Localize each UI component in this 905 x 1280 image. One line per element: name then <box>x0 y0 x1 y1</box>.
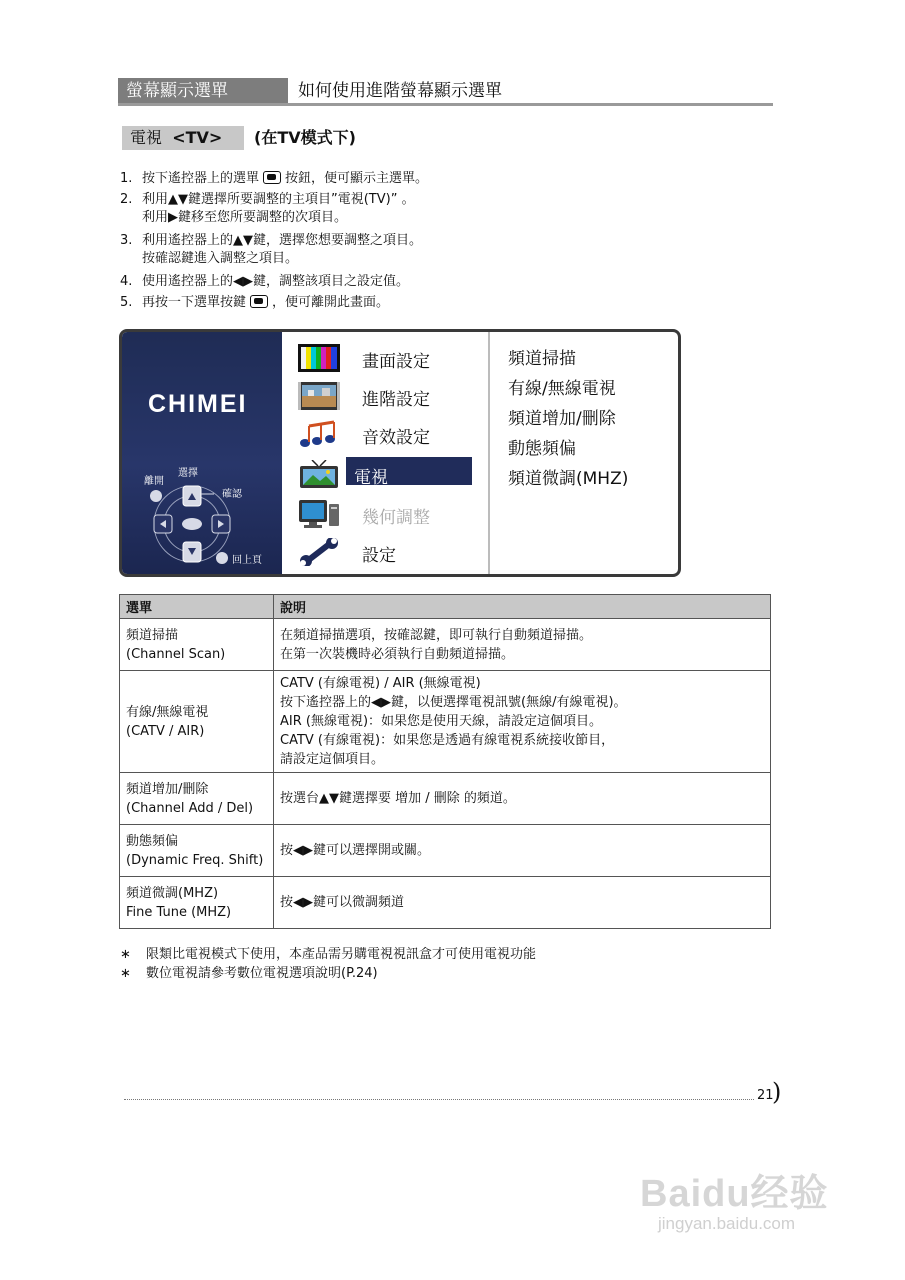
table-row <box>120 825 771 877</box>
menu-item-label: 幾何調整 <box>362 508 430 528</box>
cell-text: 按◀▶鍵可以選擇開或關。 <box>280 843 430 858</box>
section-title <box>122 126 244 150</box>
menu-item-label: 音效設定 <box>362 428 430 448</box>
cell-text: 按選台▲▼鍵選擇要 增加 / 刪除 的頻道。 <box>280 791 516 806</box>
submenu-list <box>508 344 628 494</box>
menu-cell <box>120 773 274 825</box>
menu-cell <box>120 671 274 773</box>
menu-item-settings[interactable] <box>282 534 488 572</box>
section-title-tag: <TV> <box>172 128 223 147</box>
music-notes-icon <box>298 420 340 448</box>
table-header-row <box>120 595 771 619</box>
page-number-bracket: ) <box>772 1078 782 1106</box>
advanced-picture-icon <box>298 382 340 410</box>
step-number: 5. <box>120 295 133 310</box>
step-text: 按確認鍵進入調整之項目。 <box>142 251 299 266</box>
section-subtitle: (在TV模式下) <box>254 128 356 147</box>
page-number: 21 <box>757 1088 774 1103</box>
cell-text: CATV (有線電視) / AIR (無線電視) <box>280 676 481 691</box>
step-text: 再按一下選單按鍵 <box>142 295 247 310</box>
remote-exit-label: 離開 <box>144 476 164 487</box>
cell-text: 頻道微調(MHZ) <box>126 885 219 901</box>
remote-confirm-label: 確認 <box>222 489 242 500</box>
header-left-title: 螢幕顯示選單 <box>118 78 288 104</box>
cell-text: (CATV / AIR) <box>126 723 205 739</box>
step-number: 3. <box>120 233 133 248</box>
cell-text: AIR (無線電視)：如果您是使用天線，請設定這個項目。 <box>280 714 603 729</box>
menu-item-label: 電視 <box>354 468 388 488</box>
wrench-icon <box>298 538 340 566</box>
description-cell <box>274 825 771 877</box>
note-mark: ∗ <box>120 947 131 962</box>
cell-text: 動態頻偏 <box>126 833 179 849</box>
cell-text: 頻道增加/刪除 <box>126 781 209 797</box>
step-number: 4. <box>120 274 133 289</box>
monitor-icon <box>298 500 340 528</box>
menu-item-geometry[interactable] <box>282 496 488 534</box>
menu-cell <box>120 877 274 929</box>
cell-text: 有線/無線電視 <box>126 704 209 720</box>
cell-text: 按下遙控器上的◀▶鍵，以便選擇電視訊號(無線/有線電視)。 <box>280 695 627 710</box>
menu-item-picture[interactable] <box>282 340 488 378</box>
menu-button-icon <box>250 295 268 308</box>
menu-item-advanced[interactable] <box>282 378 488 416</box>
note-1 <box>120 946 536 964</box>
submenu-item[interactable]: 有線/無線電視 <box>508 379 616 399</box>
menu-button-icon <box>263 171 281 184</box>
submenu-item[interactable]: 頻道微調(MHZ) <box>508 469 629 489</box>
step-number: 2. <box>120 192 133 207</box>
cell-text: 請設定這個項目。 <box>280 752 385 767</box>
brand-logo: CHIMEI <box>148 390 248 418</box>
header-divider <box>118 103 773 106</box>
submenu-item[interactable]: 頻道增加/刪除 <box>508 409 616 429</box>
step-number: 1. <box>120 171 133 186</box>
tv-icon <box>298 460 340 488</box>
description-cell <box>274 671 771 773</box>
step-4 <box>120 273 409 291</box>
cell-text: (Channel Scan) <box>126 646 226 662</box>
step-3 <box>120 232 422 268</box>
cell-text: 在第一次裝機時必須執行自動頻道掃描。 <box>280 646 515 662</box>
remote-back-label: 回上頁 <box>232 555 262 566</box>
cell-text: 按◀▶鍵可以微調頻道 <box>280 895 404 910</box>
submenu-item[interactable]: 動態頻偏 <box>508 439 576 459</box>
step-text: 利用▶鍵移至您所要調整的次項目。 <box>142 210 347 225</box>
submenu-item[interactable]: 頻道掃描 <box>508 349 576 369</box>
step-text: 使用遙控器上的◀▶鍵，調整該項目之設定值。 <box>142 274 409 289</box>
osd-menu-screenshot <box>119 329 681 577</box>
step-text: ，便可離開此畫面。 <box>272 295 390 310</box>
menu-main-items <box>282 332 490 574</box>
menu-cell <box>120 619 274 671</box>
menu-item-tv[interactable] <box>282 456 488 494</box>
step-text: 按鈕，便可顯示主選單。 <box>285 171 429 186</box>
cell-text: 頻道掃描 <box>126 627 179 643</box>
cell-text: Fine Tune (MHZ) <box>126 904 232 920</box>
note-2 <box>120 965 378 983</box>
cell-text: 在頻道掃描選項，按確認鍵，即可執行自動頻道掃描。 <box>280 627 593 643</box>
menu-description-table <box>119 594 771 929</box>
column-header-menu: 選單 <box>120 595 274 619</box>
menu-cell <box>120 825 274 877</box>
note-text: 數位電視請參考數位電視選項說明(P.24) <box>146 966 378 981</box>
watermark-logo: Baidu经验 <box>640 1173 829 1215</box>
step-5 <box>120 294 389 312</box>
cell-text: CATV (有線電視)：如果您是透過有線電視系統接收節目， <box>280 733 615 748</box>
step-text: 利用遙控器上的▲▼鍵，選擇您想要調整之項目。 <box>142 233 422 248</box>
cell-text: (Dynamic Freq. Shift) <box>126 852 264 868</box>
cell-text: (Channel Add / Del) <box>126 800 254 816</box>
step-text: 利用▲▼鍵選擇所要調整的主項目”電視(TV)” 。 <box>142 192 415 207</box>
menu-item-label: 設定 <box>362 546 396 566</box>
table-row <box>120 773 771 825</box>
table-row <box>120 877 771 929</box>
column-header-description: 說明 <box>274 595 771 619</box>
section-title-cn: 電視 <box>130 128 163 147</box>
description-cell <box>274 619 771 671</box>
menu-item-label: 畫面設定 <box>362 352 430 372</box>
color-bars-icon <box>298 344 340 372</box>
step-2 <box>120 191 415 227</box>
menu-item-label: 進階設定 <box>362 390 430 410</box>
description-cell <box>274 773 771 825</box>
remote-select-label: 選擇 <box>178 468 198 479</box>
step-1 <box>120 170 428 188</box>
step-text: 按下遙控器上的選單 <box>142 171 260 186</box>
note-mark: ∗ <box>120 966 131 981</box>
table-row <box>120 671 771 773</box>
watermark-url: jingyan.baidu.com <box>658 1214 796 1233</box>
header-right-title: 如何使用進階螢幕顯示選單 <box>298 81 502 101</box>
table-row <box>120 619 771 671</box>
menu-brand-panel <box>122 332 282 574</box>
footer-dotted-rule <box>124 1099 754 1100</box>
note-text: 限類比電視模式下使用，本產品需另購電視視訊盒才可使用電視功能 <box>146 947 537 962</box>
menu-item-audio[interactable] <box>282 416 488 454</box>
description-cell <box>274 877 771 929</box>
